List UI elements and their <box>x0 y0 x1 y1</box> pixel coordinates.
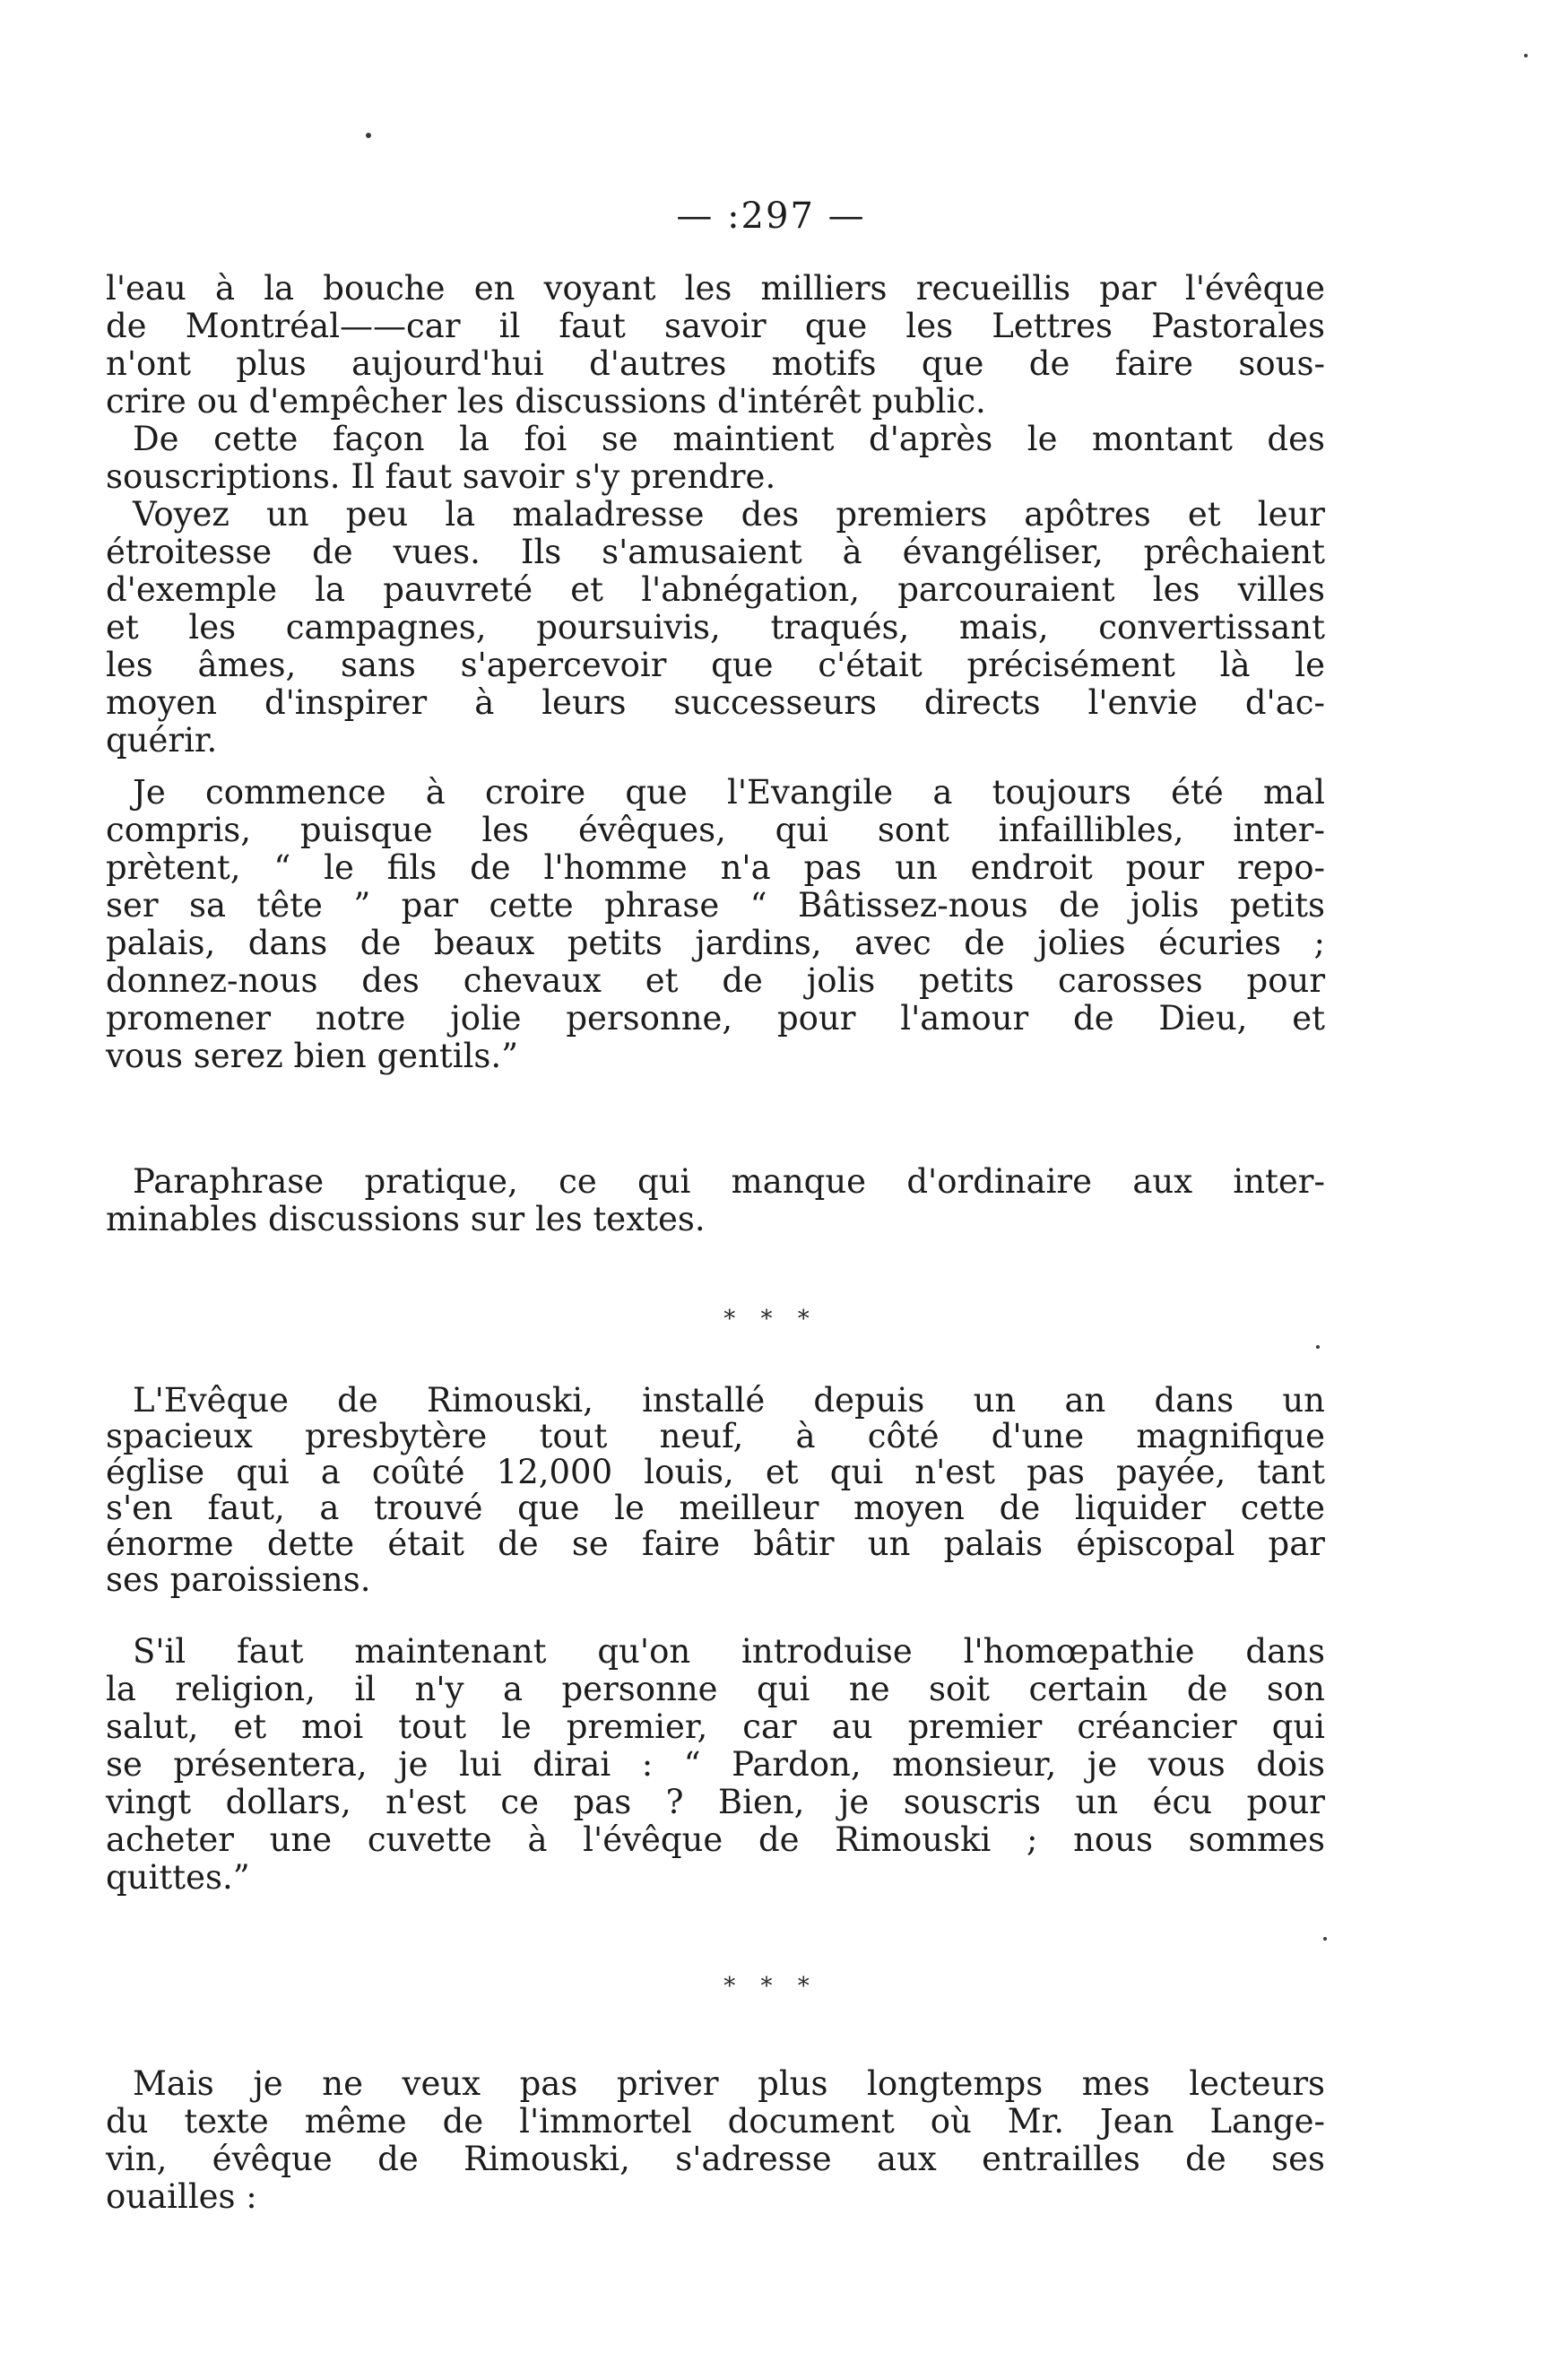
text-line: ser sa tête ” par cette phrase “ Bâtissez-nous de jolis petits <box>106 886 1325 925</box>
text-line: Voyez un peu la maladresse des premiers apôtres et leur <box>133 495 1325 534</box>
text-line: quittes.” <box>106 1858 250 1897</box>
text-line: vin, évêque de Rimouski, s'adresse aux entrailles de ses <box>106 2140 1325 2178</box>
text-line: vingt dollars, n'est ce pas ? Bien, je souscris un écu pour <box>106 1783 1325 1821</box>
text-line: vous serez bien gentils.” <box>106 1037 519 1075</box>
page-number: — :297 — <box>676 195 866 237</box>
text-line: compris, puisque les évêques, qui sont infaillibles, inter- <box>106 811 1325 849</box>
text-line: d'exemple la pauvreté et l'abnégation, parcouraient les villes <box>106 570 1325 609</box>
text-line: ouailles : <box>106 2177 257 2216</box>
text-line: De cette façon la foi se maintient d'après le montant des <box>133 420 1325 458</box>
text-line: prètent, “ le fils de l'homme n'a pas un endroit pour repo- <box>106 848 1325 887</box>
text-line: et les campagnes, poursuivis, traqués, mais, convertissant <box>106 608 1325 647</box>
text-line: souscriptions. Il faut savoir s'y prendre. <box>106 457 776 496</box>
print-speck <box>1316 1345 1320 1349</box>
text-line: la religion, il n'y a personne qui ne soit certain de son <box>106 1670 1325 1708</box>
text-line: moyen d'inspirer à leurs successeurs directs l'envie d'ac- <box>106 683 1325 722</box>
text-line: Paraphrase pratique, ce qui manque d'ordinaire aux inter- <box>133 1162 1325 1201</box>
text-line: quérir. <box>106 721 218 760</box>
text-line: du texte même de l'immortel document où Mr. Jean Lange- <box>106 2102 1325 2141</box>
text-line: S'il faut maintenant qu'on introduise l'homœpathie dans <box>133 1632 1325 1671</box>
text-line: les âmes, sans s'apercevoir que c'était précisément là le <box>106 646 1325 684</box>
text-line: salut, et moi tout le premier, car au premier créancier qui <box>106 1707 1325 1746</box>
text-line: ses paroissiens. <box>106 1560 371 1599</box>
text-line: l'eau à la bouche en voyant les milliers recueillis par l'évêque <box>106 269 1325 308</box>
text-line: spacieux presbytère tout neuf, à côté d'une magnifique <box>106 1417 1325 1455</box>
text-line: crire ou d'empêcher les discussions d'intérêt public. <box>106 382 986 421</box>
print-speck <box>1524 54 1528 57</box>
print-speck <box>1323 1937 1327 1941</box>
text-line: promener notre jolie personne, pour l'amour de Dieu, et <box>106 999 1325 1038</box>
text-line: donnez-nous des chevaux et de jolis petits carosses pour <box>106 961 1325 1000</box>
text-line: L'Evêque de Rimouski, installé depuis un an dans un <box>133 1381 1325 1420</box>
text-line: église qui a coûté 12,000 louis, et qui n'est pas payée, tant <box>106 1453 1325 1491</box>
text-line: Mais je ne veux pas priver plus longtemps mes lecteurs <box>133 2064 1325 2103</box>
text-line: acheter une cuvette à l'évêque de Rimouski ; nous sommes <box>106 1820 1325 1859</box>
text-line: n'ont plus aujourd'hui d'autres motifs que de faire sous- <box>106 344 1325 383</box>
section-separator: * * * <box>723 1306 819 1333</box>
section-separator: * * * <box>723 1973 819 2000</box>
text-line: Je commence à croire que l'Evangile a toujours été mal <box>133 773 1325 812</box>
print-speck <box>366 133 371 138</box>
text-line: minables discussions sur les textes. <box>106 1200 706 1238</box>
text-line: de Montréal——car il faut savoir que les Lettres Pastorales <box>106 307 1325 345</box>
text-line: s'en faut, a trouvé que le meilleur moyen de liquider cette <box>106 1489 1325 1527</box>
text-line: étroitesse de vues. Ils s'amusaient à évangéliser, prêchaient <box>106 533 1325 571</box>
text-line: énorme dette était de se faire bâtir un palais épiscopal par <box>106 1524 1325 1563</box>
text-line: palais, dans de beaux petits jardins, avec de jolies écuries ; <box>106 924 1325 962</box>
text-line: se présentera, je lui dirai : “ Pardon, monsieur, je vous dois <box>106 1745 1325 1784</box>
